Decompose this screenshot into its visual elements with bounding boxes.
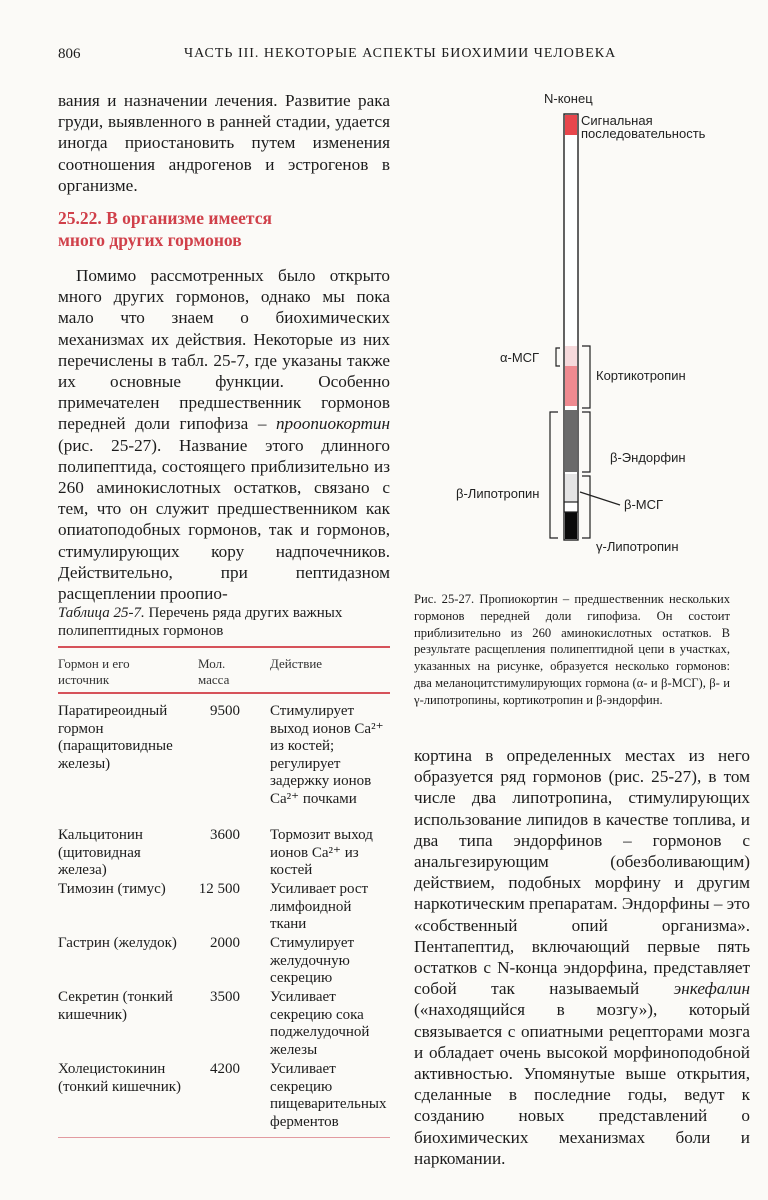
- hormone-name: Тимозин (тимус): [58, 881, 166, 897]
- label-alpha-msh: α-МСГ: [500, 350, 540, 365]
- bracket-beta-endorphin: [582, 412, 590, 472]
- table-header-mass: Мол. масса: [198, 656, 230, 687]
- paragraph-hormones-part2: (рис. 25-27). Название этого длинного полипептида, состоящего приблизительно из 260 аминокислотных остатков, связано с тем, что он служит предшественником как опиатоподобных гормонов, так и гормонов, стимулирующих кору надпочечников. Действительно, при пептидазном расщеплении проопио-: [58, 435, 390, 604]
- figure-caption: Рис. 25-27. Пропиокортин – предшественник нескольких гормонов передней доли гипофиза. Он состоит приблизительно из 260 аминокислотных остатков. В результате расщепления полипептидной цепи в участках, указанных на рисунке, образуется несколько гормонов: два меланоцитстимулирующих гормона (α- и β-МСГ), β- и γ-липотропины, кортикотропин и β-эндорфин.: [414, 592, 730, 707]
- segment-gamma-lipotropin: [565, 512, 577, 539]
- figure-proopiocortin: [420, 90, 750, 590]
- label-signal-line1: Сигнальная: [581, 113, 653, 128]
- hormone-action: Усиливает секрецию сока поджелудочной железы: [270, 989, 370, 1058]
- hormone-name: Холецистокинин (тонкий кишечник): [58, 1061, 182, 1095]
- paragraph-hormones: [58, 265, 390, 604]
- molecular-mass: 9500: [210, 703, 240, 719]
- label-beta-endorphin: β-Эндорфин: [610, 450, 686, 465]
- table-header-name: Гормон и его источник: [58, 656, 130, 687]
- running-head: ЧАСТЬ III. НЕКОТОРЫЕ АСПЕКТЫ БИОХИМИИ ЧЕЛОВЕКА: [184, 46, 617, 61]
- table-top-rule: [58, 646, 390, 648]
- table-header-rule: [58, 692, 390, 694]
- table-caption-label: Таблица 25-7.: [58, 605, 145, 621]
- hormone-action: Стимулирует желудочную секрецию: [270, 935, 355, 987]
- label-corticotropin: Кортикотропин: [596, 368, 686, 383]
- paragraph-continuation: [414, 745, 750, 1169]
- table-caption: [58, 604, 390, 640]
- molecular-mass: 12 500: [198, 881, 240, 897]
- page-header: [58, 46, 698, 68]
- hormone-name: Кальцитонин (щитовидная железа): [58, 827, 143, 879]
- segment-endorphin: [565, 410, 577, 472]
- bracket-beta-lipotropin: [550, 412, 558, 538]
- section-heading-line2: много других гормонов: [58, 230, 242, 250]
- table-caption-text: Перечень ряда других важных полипептидных гормонов: [58, 605, 343, 639]
- hormone-name: Паратиреоидный гормон (паращитовидные железы): [58, 703, 173, 772]
- paragraph-hormones-part1: Помимо рассмотренных было открыто много других гормонов, однако мы пока мало что знаем о биохимических механизмах их действия. Некоторые из них перечислены в табл. 25-7, где указаны также их основные функции. Особенно примечателен предшественник гормонов передней доли гипофиза –: [58, 266, 390, 434]
- bracket-alpha-msh: [556, 348, 560, 366]
- term-proopiocortin: проопиокортин: [275, 414, 390, 434]
- pointer-beta-msh: [580, 492, 620, 505]
- molecular-mass: 3500: [210, 989, 240, 1005]
- molecular-mass: 3600: [210, 827, 240, 843]
- molecular-mass: 2000: [210, 935, 240, 951]
- molecular-mass: 4200: [210, 1061, 240, 1077]
- bracket-gamma-lipotropin: [582, 476, 590, 538]
- paragraph-intro: вания и назначении лечения. Развитие рака груди, выявленного в ранней стадии, удается иногда приостановить путем изменения соотношения андрогенов и эстрогенов в организме.: [58, 91, 390, 195]
- segment-corticotropin: [565, 366, 577, 406]
- segment-signal: [565, 115, 577, 135]
- section-heading-line1: 25.22. В организме имеется: [58, 208, 272, 228]
- table-bottom-rule: [58, 1137, 390, 1138]
- section-heading: [58, 207, 358, 251]
- label-gamma-lipotropin: γ-Липотропин: [596, 539, 679, 554]
- label-signal-line2: последовательность: [581, 126, 706, 141]
- hormone-action: Тормозит выход ионов Ca²⁺ из костей: [270, 827, 373, 879]
- label-beta-lipotropin: β-Липотропин: [456, 486, 540, 501]
- label-beta-msh: β-МСГ: [624, 497, 664, 512]
- hormone-action: Стимулирует выход ионов Ca²⁺ из костей; регулирует задержку ионов Ca²⁺ почками: [270, 703, 384, 807]
- segment-alpha-msh: [565, 346, 577, 366]
- term-enkephalin: энкефалин: [673, 979, 750, 999]
- hormone-action: Усиливает секрецию пищеварительных ферментов: [270, 1061, 387, 1130]
- table-header-action: Действие: [270, 656, 323, 671]
- paragraph-continuation-part2: («находящийся в мозгу»), который связывается с опиатными рецепторами мозга и обладает очень высокой морфиноподобной активностью. Упомянутые выше открытия, сделанные в последние годы, ведут к созданию новых представлений о биохимических механизмах боли и наркомании.: [414, 1000, 750, 1168]
- hormone-name: Секретин (тонкий кишечник): [58, 989, 173, 1023]
- paragraph-continuation-part1: кортина в определенных местах из него образуется ряд гормонов (рис. 25-27), в том числе два липотропина, стимулирующих использование липидов в качестве топлива, и два типа эндорфинов – гормонов с анальгезирующим (обезболивающим) действием, подобных морфину и другим наркотическим препаратам. Эндорфины – это «собственный опий организма». Пентапептид, включающий первые пять остатков с N-конца эндорфина, представляет собой так называемый: [414, 746, 750, 999]
- segment-beta-msh: [565, 474, 577, 502]
- label-n-terminus: N-конец: [544, 91, 593, 106]
- hormone-action: Усиливает рост лимфоидной ткани: [270, 881, 369, 933]
- bracket-corticotropin: [582, 346, 590, 408]
- page-number: 806: [58, 46, 81, 62]
- hormone-name: Гастрин (желудок): [58, 935, 177, 951]
- proopiocortin-diagram: [420, 90, 750, 590]
